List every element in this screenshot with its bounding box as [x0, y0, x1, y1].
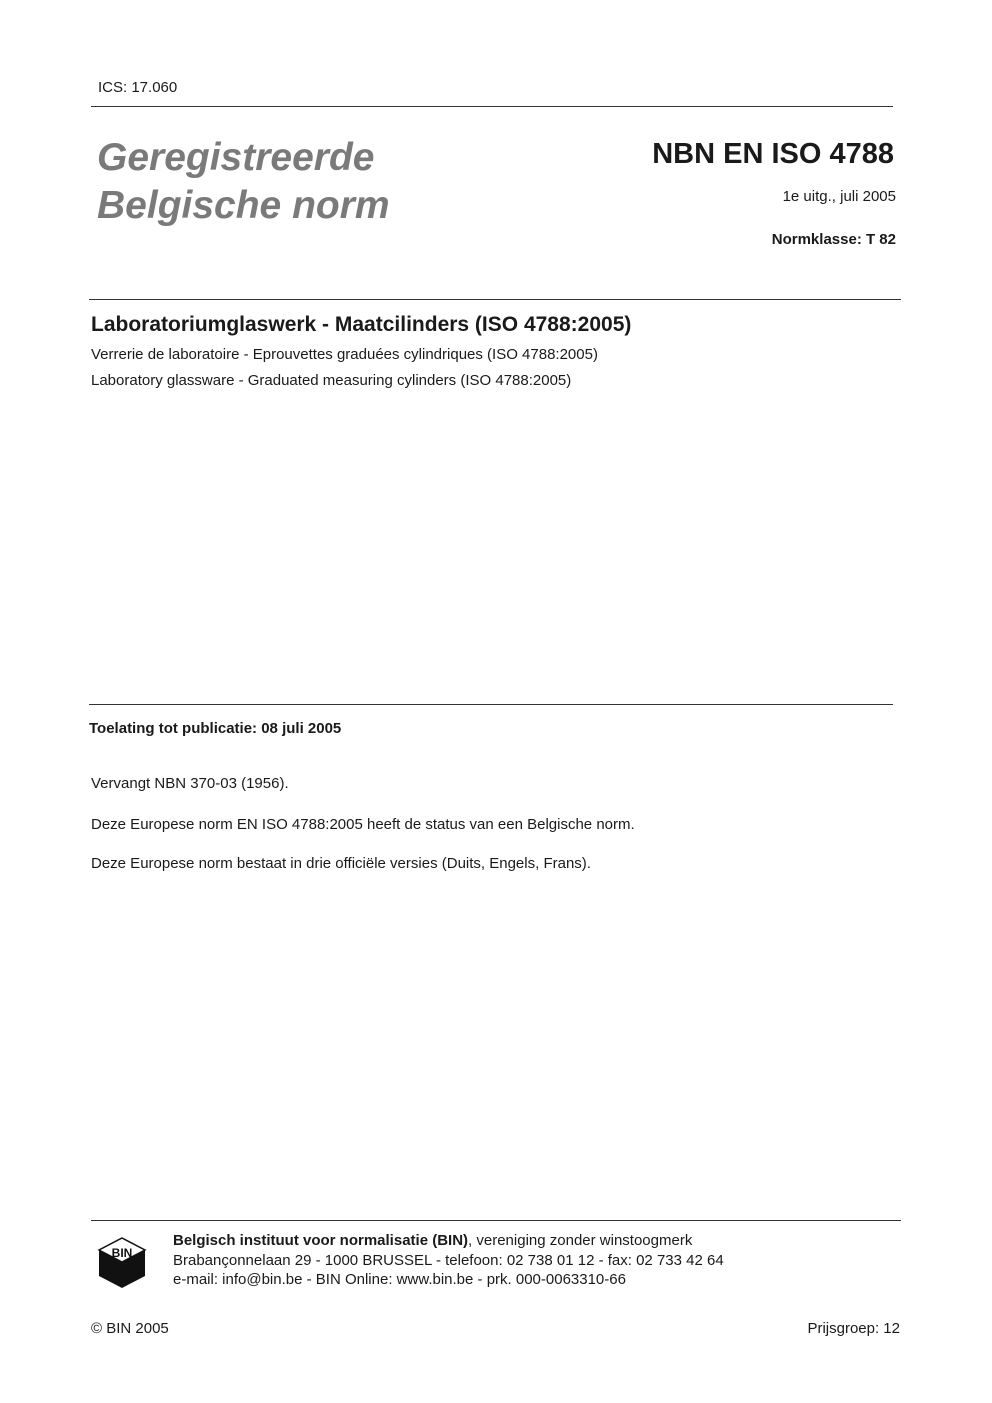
status-note: Deze Europese norm EN ISO 4788:2005 heeft de status van een Belgische norm. — [91, 816, 635, 833]
registered-standard-title — [97, 134, 390, 230]
bin-logo-icon — [97, 1237, 147, 1289]
publication-approval: Toelating tot publicatie: 08 juli 2005 — [89, 720, 342, 737]
price-group: Prijsgroep: 12 — [807, 1320, 900, 1337]
org-contact: e-mail: info@bin.be - BIN Online: www.bin.be - prk. 000-0063310-66 — [173, 1271, 626, 1288]
copyright: © BIN 2005 — [91, 1320, 169, 1337]
edition-info: 1e uitg., juli 2005 — [782, 188, 896, 205]
versions-note: Deze Europese norm bestaat in drie officiële versies (Duits, Engels, Frans). — [91, 855, 591, 872]
divider-top — [91, 106, 893, 107]
title-english: Laboratory glassware - Graduated measuring cylinders (ISO 4788:2005) — [91, 372, 572, 389]
standard-number: NBN EN ISO 4788 — [652, 138, 894, 170]
divider-title — [89, 299, 901, 300]
divider-publication — [89, 704, 893, 705]
org-address: Brabançonnelaan 29 - 1000 BRUSSEL - telefoon: 02 738 01 12 - fax: 02 733 42 64 — [173, 1252, 724, 1269]
divider-footer — [91, 1220, 901, 1221]
registered-title-line2: Belgische norm — [97, 184, 390, 227]
title-dutch: Laboratoriumglaswerk - Maatcilinders (ISO 4788:2005) — [91, 313, 632, 336]
replaces-note: Vervangt NBN 370-03 (1956). — [91, 775, 289, 792]
ics-code: ICS: 17.060 — [98, 79, 178, 96]
org-suffix: , vereniging zonder winstoogmerk — [468, 1232, 693, 1249]
registered-title-line1: Geregistreerde — [97, 136, 375, 179]
norm-class: Normklasse: T 82 — [771, 231, 896, 248]
logo-text: BIN — [111, 1246, 133, 1260]
org-name-line — [173, 1232, 692, 1249]
title-french: Verrerie de laboratoire - Eprouvettes graduées cylindriques (ISO 4788:2005) — [91, 346, 598, 363]
org-name: Belgisch instituut voor normalisatie (BIN) — [173, 1232, 469, 1249]
